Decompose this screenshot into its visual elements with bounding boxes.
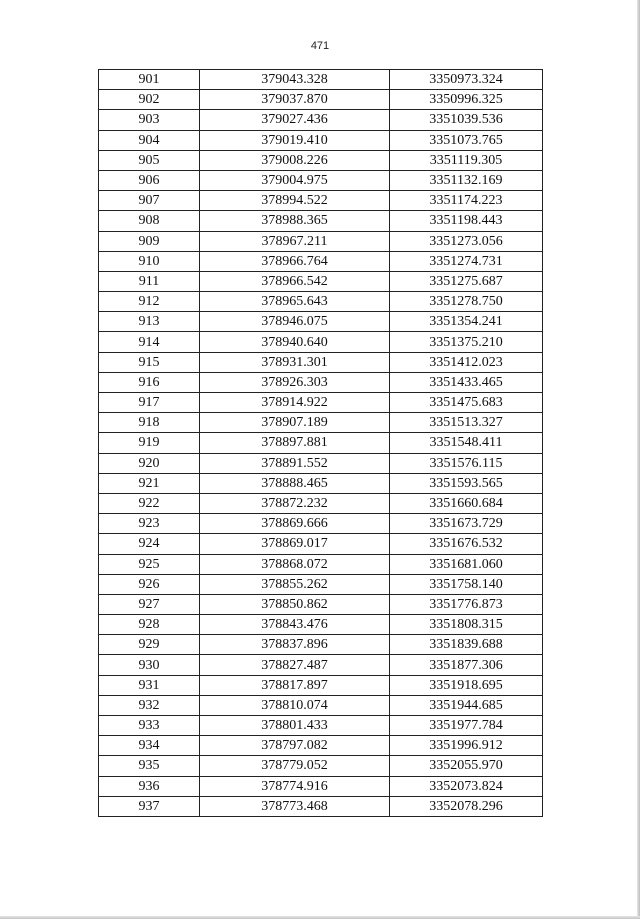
x-coordinate-cell: 378967.211 bbox=[200, 231, 390, 251]
table-row bbox=[99, 695, 543, 715]
point-number-cell: 922 bbox=[99, 493, 200, 513]
point-number-cell: 923 bbox=[99, 514, 200, 534]
table-row bbox=[99, 170, 543, 190]
table-row bbox=[99, 110, 543, 130]
point-number-cell: 901 bbox=[99, 70, 200, 90]
y-coordinate-cell: 3351996.912 bbox=[390, 736, 543, 756]
table-row bbox=[99, 251, 543, 271]
x-coordinate-cell: 378850.862 bbox=[200, 594, 390, 614]
point-number-cell: 924 bbox=[99, 534, 200, 554]
x-coordinate-cell: 379027.436 bbox=[200, 110, 390, 130]
table-row bbox=[99, 312, 543, 332]
y-coordinate-cell: 3351354.241 bbox=[390, 312, 543, 332]
y-coordinate-cell: 3350996.325 bbox=[390, 90, 543, 110]
point-number-cell: 929 bbox=[99, 635, 200, 655]
point-number-cell: 916 bbox=[99, 372, 200, 392]
point-number-cell: 902 bbox=[99, 90, 200, 110]
x-coordinate-cell: 379008.226 bbox=[200, 150, 390, 170]
x-coordinate-cell: 378801.433 bbox=[200, 716, 390, 736]
x-coordinate-cell: 378855.262 bbox=[200, 574, 390, 594]
point-number-cell: 931 bbox=[99, 675, 200, 695]
y-coordinate-cell: 3351944.685 bbox=[390, 695, 543, 715]
point-number-cell: 910 bbox=[99, 251, 200, 271]
x-coordinate-cell: 378914.922 bbox=[200, 393, 390, 413]
point-number-cell: 903 bbox=[99, 110, 200, 130]
point-number-cell: 912 bbox=[99, 292, 200, 312]
point-number-cell: 921 bbox=[99, 473, 200, 493]
y-coordinate-cell: 3351593.565 bbox=[390, 473, 543, 493]
x-coordinate-cell: 378931.301 bbox=[200, 352, 390, 372]
table-row bbox=[99, 493, 543, 513]
y-coordinate-cell: 3351039.536 bbox=[390, 110, 543, 130]
y-coordinate-cell: 3351433.465 bbox=[390, 372, 543, 392]
y-coordinate-cell: 3351676.532 bbox=[390, 534, 543, 554]
table-row bbox=[99, 90, 543, 110]
table-row bbox=[99, 150, 543, 170]
x-coordinate-cell: 379043.328 bbox=[200, 70, 390, 90]
point-number-cell: 919 bbox=[99, 433, 200, 453]
table-row bbox=[99, 534, 543, 554]
y-coordinate-cell: 3351174.223 bbox=[390, 191, 543, 211]
table-row bbox=[99, 271, 543, 291]
table-row bbox=[99, 70, 543, 90]
x-coordinate-cell: 378888.465 bbox=[200, 473, 390, 493]
x-coordinate-cell: 378907.189 bbox=[200, 413, 390, 433]
y-coordinate-cell: 3351548.411 bbox=[390, 433, 543, 453]
x-coordinate-cell: 378966.542 bbox=[200, 271, 390, 291]
table-row bbox=[99, 413, 543, 433]
y-coordinate-cell: 3351977.784 bbox=[390, 716, 543, 736]
y-coordinate-cell: 3351660.684 bbox=[390, 493, 543, 513]
table-row bbox=[99, 736, 543, 756]
table-row bbox=[99, 514, 543, 534]
y-coordinate-cell: 3351808.315 bbox=[390, 615, 543, 635]
x-coordinate-cell: 378773.468 bbox=[200, 796, 390, 816]
y-coordinate-cell: 3350973.324 bbox=[390, 70, 543, 90]
point-number-cell: 911 bbox=[99, 271, 200, 291]
point-number-cell: 937 bbox=[99, 796, 200, 816]
point-number-cell: 932 bbox=[99, 695, 200, 715]
y-coordinate-cell: 3351274.731 bbox=[390, 251, 543, 271]
table-row bbox=[99, 130, 543, 150]
y-coordinate-cell: 3351278.750 bbox=[390, 292, 543, 312]
x-coordinate-cell: 378774.916 bbox=[200, 776, 390, 796]
y-coordinate-cell: 3351513.327 bbox=[390, 413, 543, 433]
point-number-cell: 930 bbox=[99, 655, 200, 675]
y-coordinate-cell: 3351475.683 bbox=[390, 393, 543, 413]
x-coordinate-cell: 378810.074 bbox=[200, 695, 390, 715]
table-row bbox=[99, 716, 543, 736]
point-number-cell: 917 bbox=[99, 393, 200, 413]
y-coordinate-cell: 3351375.210 bbox=[390, 332, 543, 352]
y-coordinate-cell: 3352073.824 bbox=[390, 776, 543, 796]
page-number: 471 bbox=[310, 40, 330, 52]
point-number-cell: 936 bbox=[99, 776, 200, 796]
table-row bbox=[99, 473, 543, 493]
y-coordinate-cell: 3351198.443 bbox=[390, 211, 543, 231]
x-coordinate-cell: 378843.476 bbox=[200, 615, 390, 635]
table-row bbox=[99, 211, 543, 231]
point-number-cell: 918 bbox=[99, 413, 200, 433]
table-row bbox=[99, 635, 543, 655]
point-number-cell: 920 bbox=[99, 453, 200, 473]
table-row bbox=[99, 393, 543, 413]
table-row bbox=[99, 615, 543, 635]
point-number-cell: 928 bbox=[99, 615, 200, 635]
y-coordinate-cell: 3351776.873 bbox=[390, 594, 543, 614]
x-coordinate-cell: 378797.082 bbox=[200, 736, 390, 756]
x-coordinate-cell: 378926.303 bbox=[200, 372, 390, 392]
y-coordinate-cell: 3351275.687 bbox=[390, 271, 543, 291]
x-coordinate-cell: 378869.017 bbox=[200, 534, 390, 554]
table-row bbox=[99, 453, 543, 473]
x-coordinate-cell: 378897.881 bbox=[200, 433, 390, 453]
point-number-cell: 913 bbox=[99, 312, 200, 332]
point-number-cell: 909 bbox=[99, 231, 200, 251]
table-row bbox=[99, 433, 543, 453]
point-number-cell: 926 bbox=[99, 574, 200, 594]
x-coordinate-cell: 378940.640 bbox=[200, 332, 390, 352]
x-coordinate-cell: 378868.072 bbox=[200, 554, 390, 574]
x-coordinate-cell: 378965.643 bbox=[200, 292, 390, 312]
y-coordinate-cell: 3351132.169 bbox=[390, 170, 543, 190]
x-coordinate-cell: 378966.764 bbox=[200, 251, 390, 271]
table-row bbox=[99, 776, 543, 796]
y-coordinate-cell: 3351673.729 bbox=[390, 514, 543, 534]
table-row bbox=[99, 191, 543, 211]
point-number-cell: 904 bbox=[99, 130, 200, 150]
x-coordinate-cell: 379037.870 bbox=[200, 90, 390, 110]
y-coordinate-cell: 3351758.140 bbox=[390, 574, 543, 594]
y-coordinate-cell: 3351576.115 bbox=[390, 453, 543, 473]
coordinates-table-body bbox=[99, 70, 543, 817]
table-row bbox=[99, 594, 543, 614]
table-row bbox=[99, 796, 543, 816]
y-coordinate-cell: 3351681.060 bbox=[390, 554, 543, 574]
y-coordinate-cell: 3351877.306 bbox=[390, 655, 543, 675]
x-coordinate-cell: 378891.552 bbox=[200, 453, 390, 473]
point-number-cell: 906 bbox=[99, 170, 200, 190]
x-coordinate-cell: 378994.522 bbox=[200, 191, 390, 211]
x-coordinate-cell: 379004.975 bbox=[200, 170, 390, 190]
point-number-cell: 927 bbox=[99, 594, 200, 614]
y-coordinate-cell: 3352055.970 bbox=[390, 756, 543, 776]
x-coordinate-cell: 378946.075 bbox=[200, 312, 390, 332]
x-coordinate-cell: 378988.365 bbox=[200, 211, 390, 231]
y-coordinate-cell: 3351073.765 bbox=[390, 130, 543, 150]
x-coordinate-cell: 378869.666 bbox=[200, 514, 390, 534]
point-number-cell: 915 bbox=[99, 352, 200, 372]
x-coordinate-cell: 378872.232 bbox=[200, 493, 390, 513]
y-coordinate-cell: 3351412.023 bbox=[390, 352, 543, 372]
table-row bbox=[99, 655, 543, 675]
point-number-cell: 933 bbox=[99, 716, 200, 736]
table-row bbox=[99, 332, 543, 352]
table-row bbox=[99, 292, 543, 312]
table-row bbox=[99, 574, 543, 594]
x-coordinate-cell: 379019.410 bbox=[200, 130, 390, 150]
table-row bbox=[99, 352, 543, 372]
y-coordinate-cell: 3351119.305 bbox=[390, 150, 543, 170]
x-coordinate-cell: 378837.896 bbox=[200, 635, 390, 655]
y-coordinate-cell: 3351839.688 bbox=[390, 635, 543, 655]
point-number-cell: 908 bbox=[99, 211, 200, 231]
table-row bbox=[99, 675, 543, 695]
table-row bbox=[99, 372, 543, 392]
point-number-cell: 914 bbox=[99, 332, 200, 352]
y-coordinate-cell: 3351273.056 bbox=[390, 231, 543, 251]
y-coordinate-cell: 3351918.695 bbox=[390, 675, 543, 695]
point-number-cell: 905 bbox=[99, 150, 200, 170]
table-row bbox=[99, 231, 543, 251]
table-row bbox=[99, 756, 543, 776]
point-number-cell: 935 bbox=[99, 756, 200, 776]
point-number-cell: 925 bbox=[99, 554, 200, 574]
x-coordinate-cell: 378817.897 bbox=[200, 675, 390, 695]
coordinates-table bbox=[98, 69, 543, 817]
x-coordinate-cell: 378827.487 bbox=[200, 655, 390, 675]
x-coordinate-cell: 378779.052 bbox=[200, 756, 390, 776]
table-row bbox=[99, 554, 543, 574]
y-coordinate-cell: 3352078.296 bbox=[390, 796, 543, 816]
point-number-cell: 934 bbox=[99, 736, 200, 756]
point-number-cell: 907 bbox=[99, 191, 200, 211]
